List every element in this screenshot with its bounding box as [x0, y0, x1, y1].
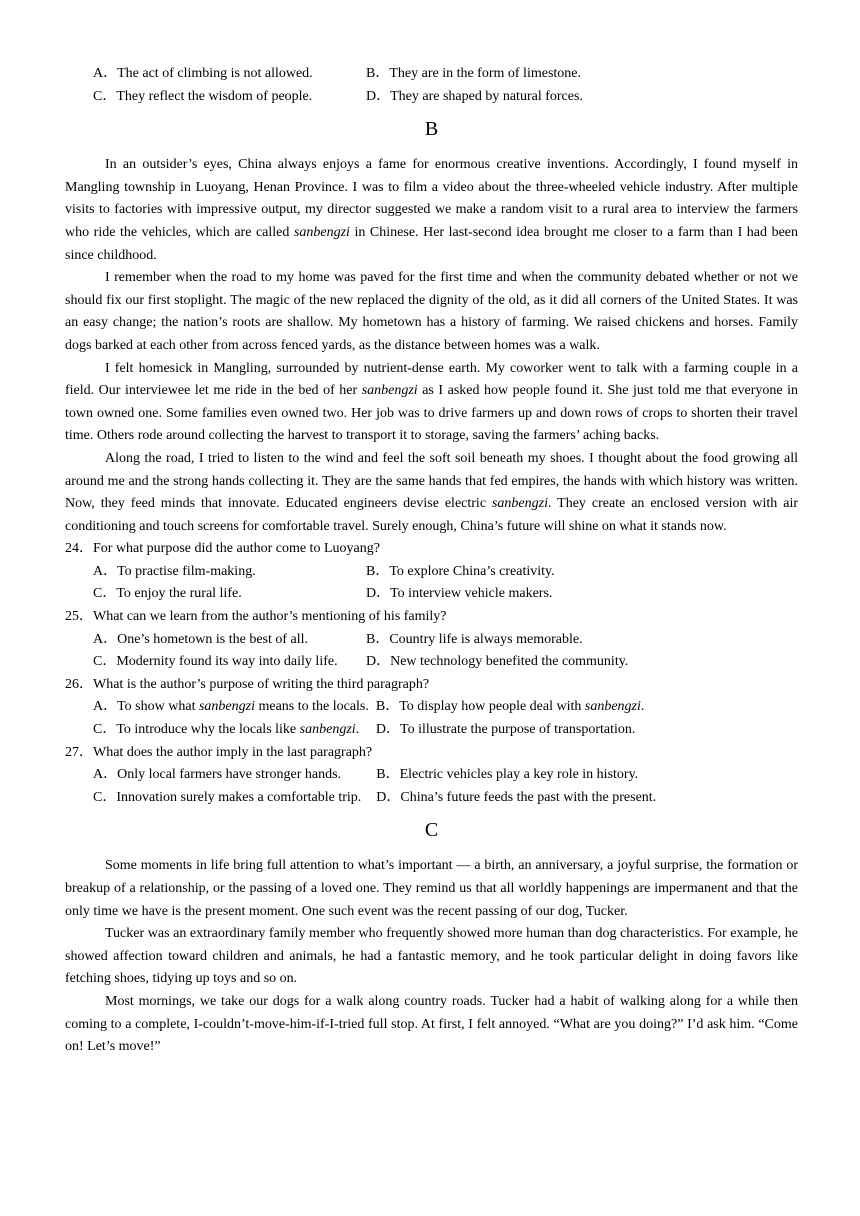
option-d: D．China’s future feeds the past with the present.	[376, 789, 657, 805]
section-c-paragraph-1: Some moments in life bring full attention to what’s important — a birth, an anniversary, a joyful surprise, the formation or breakup of a relationship, or the passing of a loved one. They remind us that all worldly happenings are impermanent and that the only time we have is the present moment. One such event was the recent passing of our dog, Tucker.	[65, 858, 798, 919]
question-stem: 27．What does the author imply in the last paragraph?	[65, 744, 373, 760]
question-27	[65, 742, 798, 810]
section-c-paragraph-2: Tucker was an extraordinary family member who frequently showed more human than dog characteristics. For example, he showed affection toward children and animals, he had a fantastic memory, and he took particular delight in doing favors like fetching shoes, tidying up toys and so on.	[65, 926, 798, 987]
option-a: A．To show what sanbengzi means to the locals.	[93, 699, 369, 715]
term-sanbengzi: sanbengzi	[361, 383, 418, 399]
option-d: D．New technology benefited the community.	[366, 654, 629, 670]
option-a: A．The act of climbing is not allowed.	[93, 66, 313, 81]
option-b: B．They are in the form of limestone.	[366, 66, 581, 81]
option-d: D．They are shaped by natural forces.	[366, 88, 583, 104]
term-sanbengzi: sanbengzi	[299, 722, 356, 738]
question-24	[65, 538, 798, 606]
term-sanbengzi: sanbengzi	[293, 224, 350, 240]
previous-question-options	[65, 63, 798, 108]
question-26	[65, 674, 798, 742]
option-c: C．To enjoy the rural life.	[93, 586, 242, 602]
option-b: B．Electric vehicles play a key role in history.	[376, 767, 639, 783]
option-d: D．To illustrate the purpose of transportation.	[375, 722, 636, 738]
question-stem: 25．What can we learn from the author’s mentioning of his family?	[65, 609, 447, 625]
question-25	[65, 606, 798, 674]
term-sanbengzi: sanbengzi	[584, 699, 641, 715]
section-b-heading: B	[424, 118, 439, 141]
option-b: B．To explore China’s creativity.	[366, 563, 555, 579]
option-c: C．Modernity found its way into daily life.	[93, 654, 338, 670]
section-c-heading: C	[424, 819, 439, 842]
option-b: B．Country life is always memorable.	[366, 631, 583, 647]
term-sanbengzi: sanbengzi	[198, 699, 255, 715]
term-sanbengzi: sanbengzi	[491, 496, 548, 512]
option-c: C．They reflect the wisdom of people.	[93, 88, 313, 104]
option-a: A．Only local farmers have stronger hands.	[93, 767, 342, 783]
option-b: B．To display how people deal with sanbengzi.	[375, 699, 645, 715]
section-b-paragraph-2: I remember when the road to my home was paved for the first time and when the community debated whether or not we should fix our first stoplight. The magic of the new replaced the dignity of the old, as it did all corners of the United States. It was an easy change; the nation’s roots are shallow. My hometown has a history of farming. We raised chickens and horses. Family dogs barked at each other from across fenced yards, as the distance between homes was a walk.	[65, 270, 798, 353]
option-c: C．To introduce why the locals like sanbengzi.	[93, 722, 360, 738]
option-d: D．To interview vehicle makers.	[366, 586, 553, 602]
option-a: A．To practise film-making.	[93, 563, 256, 579]
section-b-paragraph-1: In an outsider’s eyes, China always enjoys a fame for enormous creative inventions. Accordingly, I found myself in Mangling township in Luoyang, Henan Province. I was to film a video about the three-wheeled vehicle industry. After multiple visits to factories with impressive output, my director suggested we make a random visit to a rural area to interview the farmers who ride the vehicles, which are called sanbengzi in Chinese. Her last-second idea brought me closer to a farm than I had been since childhood.	[65, 157, 798, 263]
question-stem: 24．For what purpose did the author come to Luoyang?	[65, 541, 380, 557]
section-b-paragraph-4: Along the road, I tried to listen to the wind and feel the soft soil beneath my shoes. I thought about the food growing all around me and the strong hands collecting it. They are the same hands that fed empires, the hands with which history was written. Now, they feed minds that innovate. Educated engineers devise electric sanbengzi. They create an enclosed version with air conditioning and touch screens for comfortable travel. Surely enough, China’s future will shine on what it stands now.	[65, 450, 799, 534]
section-c-paragraph-3: Most mornings, we take our dogs for a walk along country roads. Tucker had a habit of walking along for a while then coming to a complete, I-couldn’t-move-him-if-I-tried full stop. At first, I felt annoyed. “What are you doing?” I’d ask him. “Come on! Let’s move!”	[65, 993, 798, 1055]
option-c: C．Innovation surely makes a comfortable trip.	[93, 789, 362, 805]
question-stem: 26．What is the author’s purpose of writing the third paragraph?	[65, 676, 430, 692]
exam-page	[65, 63, 798, 1059]
section-b-paragraph-3: I felt homesick in Mangling, surrounded by nutrient-dense earth. My coworker went to talk with a farming couple in a field. Our interviewee let me ride in the bed of her sanbengzi as I asked how people found it. She just told me that everyone in town owned one. Some families even owned two. Her job was to drive farmers up and down rows of crops to shorten their travel time. Others rode around collecting the harvest to transport it to storage, saving the farmers’ aching backs.	[65, 360, 798, 444]
option-a: A．One’s hometown is the best of all.	[93, 631, 309, 647]
